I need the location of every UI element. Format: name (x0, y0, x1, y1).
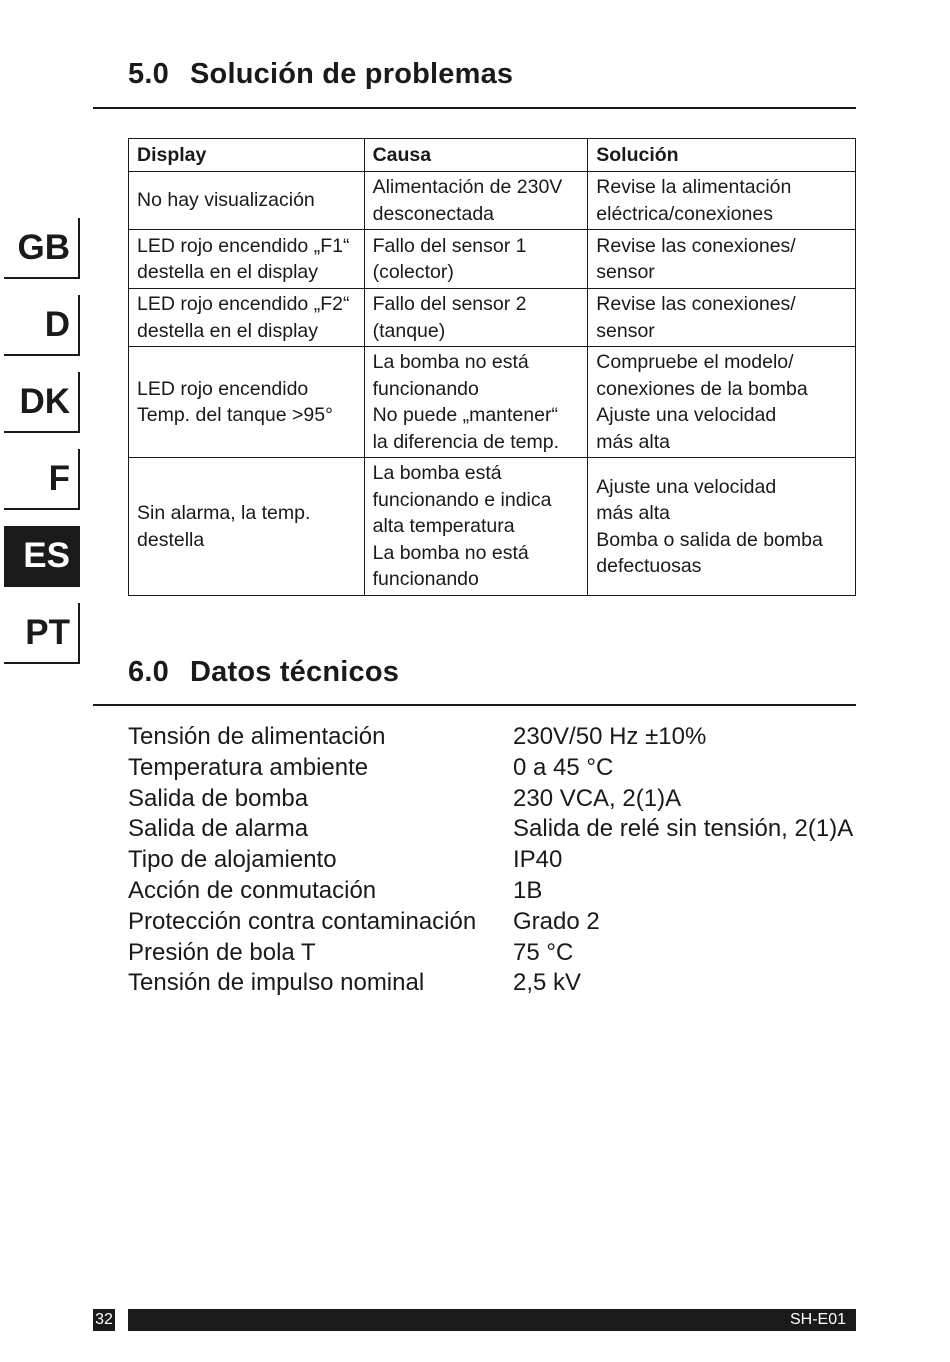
spec-value: 0 a 45 °C (513, 753, 614, 781)
spec-value: 230V/50 Hz ±10% (513, 723, 707, 750)
spec-label: Tensión de impulso nominal (128, 969, 425, 997)
section-5-title (128, 58, 513, 91)
cell-solucion: Revise la alimentación eléctrica/conexiones (588, 172, 856, 230)
section-6-title (128, 656, 399, 689)
section-6-title-text: Datos técnicos (190, 656, 400, 688)
list-item (128, 814, 853, 845)
tab-f[interactable]: F (4, 449, 80, 510)
cell-causa: Fallo del sensor 2 (tanque) (364, 289, 588, 347)
tab-pt[interactable]: PT (4, 603, 80, 664)
cell-display: LED rojo encendido „F2“ destella en el display (129, 289, 365, 347)
list-item (128, 876, 853, 907)
cell-causa: Fallo del sensor 1 (colector) (364, 230, 588, 289)
spec-label: Tipo de alojamiento (128, 846, 337, 874)
page-number: 32 (93, 1309, 115, 1331)
troubleshooting-table (128, 138, 856, 596)
table-row (129, 172, 856, 230)
spec-value: 1B (513, 876, 543, 904)
cell-causa: La bomba está funcionando e indica alta temperatura La bomba no está funcionando (364, 458, 588, 596)
list-item (128, 784, 853, 815)
section-6-number: 6.0 (128, 656, 169, 688)
spec-label: Tensión de alimentación (128, 723, 386, 750)
tab-dk[interactable]: DK (4, 372, 80, 433)
spec-label: Protección contra contaminación (128, 907, 477, 935)
tab-gb[interactable]: GB (4, 218, 80, 279)
cell-solucion: Compruebe el modelo/ conexiones de la bomba Ajuste una velocidad más alta (588, 347, 856, 458)
spec-value: Salida de relé sin tensión, 2(1)A (513, 815, 854, 843)
cell-display: LED rojo encendido „F1“ destella en el display (129, 230, 365, 289)
spec-label: Temperatura ambiente (128, 753, 369, 781)
table-row (129, 289, 856, 347)
cell-display: LED rojo encendido Temp. del tanque >95° (129, 347, 365, 458)
technical-data-list (128, 722, 853, 999)
table-row (129, 230, 856, 289)
spec-value: 230 VCA, 2(1)A (513, 784, 682, 812)
section-5-rule (93, 107, 856, 109)
spec-label: Acción de conmutación (128, 876, 377, 904)
footer-model: SH-E01 (128, 1309, 856, 1331)
spec-value: IP40 (513, 846, 563, 874)
cell-display: No hay visualización (129, 172, 365, 230)
spec-label: Presión de bola T (128, 938, 316, 966)
list-item (128, 753, 853, 784)
section-6-rule (93, 704, 856, 706)
spec-value: Grado 2 (513, 907, 600, 935)
list-item (128, 722, 853, 753)
cell-solucion: Revise las conexiones/ sensor (588, 230, 856, 289)
tab-d[interactable]: D (4, 295, 80, 356)
section-5-title-text: Solución de problemas (190, 58, 514, 90)
list-item (128, 968, 853, 999)
cell-causa: La bomba no está funcionando No puede „mantener“ la diferencia de temp. (364, 347, 588, 458)
cell-solucion: Revise las conexiones/ sensor (588, 289, 856, 347)
tab-es[interactable]: ES (4, 526, 80, 587)
spec-label: Salida de bomba (128, 784, 309, 812)
cell-solucion: Ajuste una velocidad más alta Bomba o salida de bomba defectuosas (588, 458, 856, 596)
header-causa: Causa (364, 139, 588, 172)
spec-label: Salida de alarma (128, 815, 309, 843)
header-solucion: Solución (588, 139, 856, 172)
section-5-number: 5.0 (128, 58, 169, 90)
spec-value: 2,5 kV (513, 969, 582, 997)
spec-value: 75 °C (513, 938, 574, 966)
table-header-row (129, 139, 856, 172)
cell-display: Sin alarma, la temp. destella (129, 458, 365, 596)
list-item (128, 907, 853, 938)
list-item (128, 845, 853, 876)
table-row (129, 347, 856, 458)
table-row (129, 458, 856, 596)
list-item (128, 938, 853, 969)
header-display: Display (129, 139, 365, 172)
cell-causa: Alimentación de 230V desconectada (364, 172, 588, 230)
